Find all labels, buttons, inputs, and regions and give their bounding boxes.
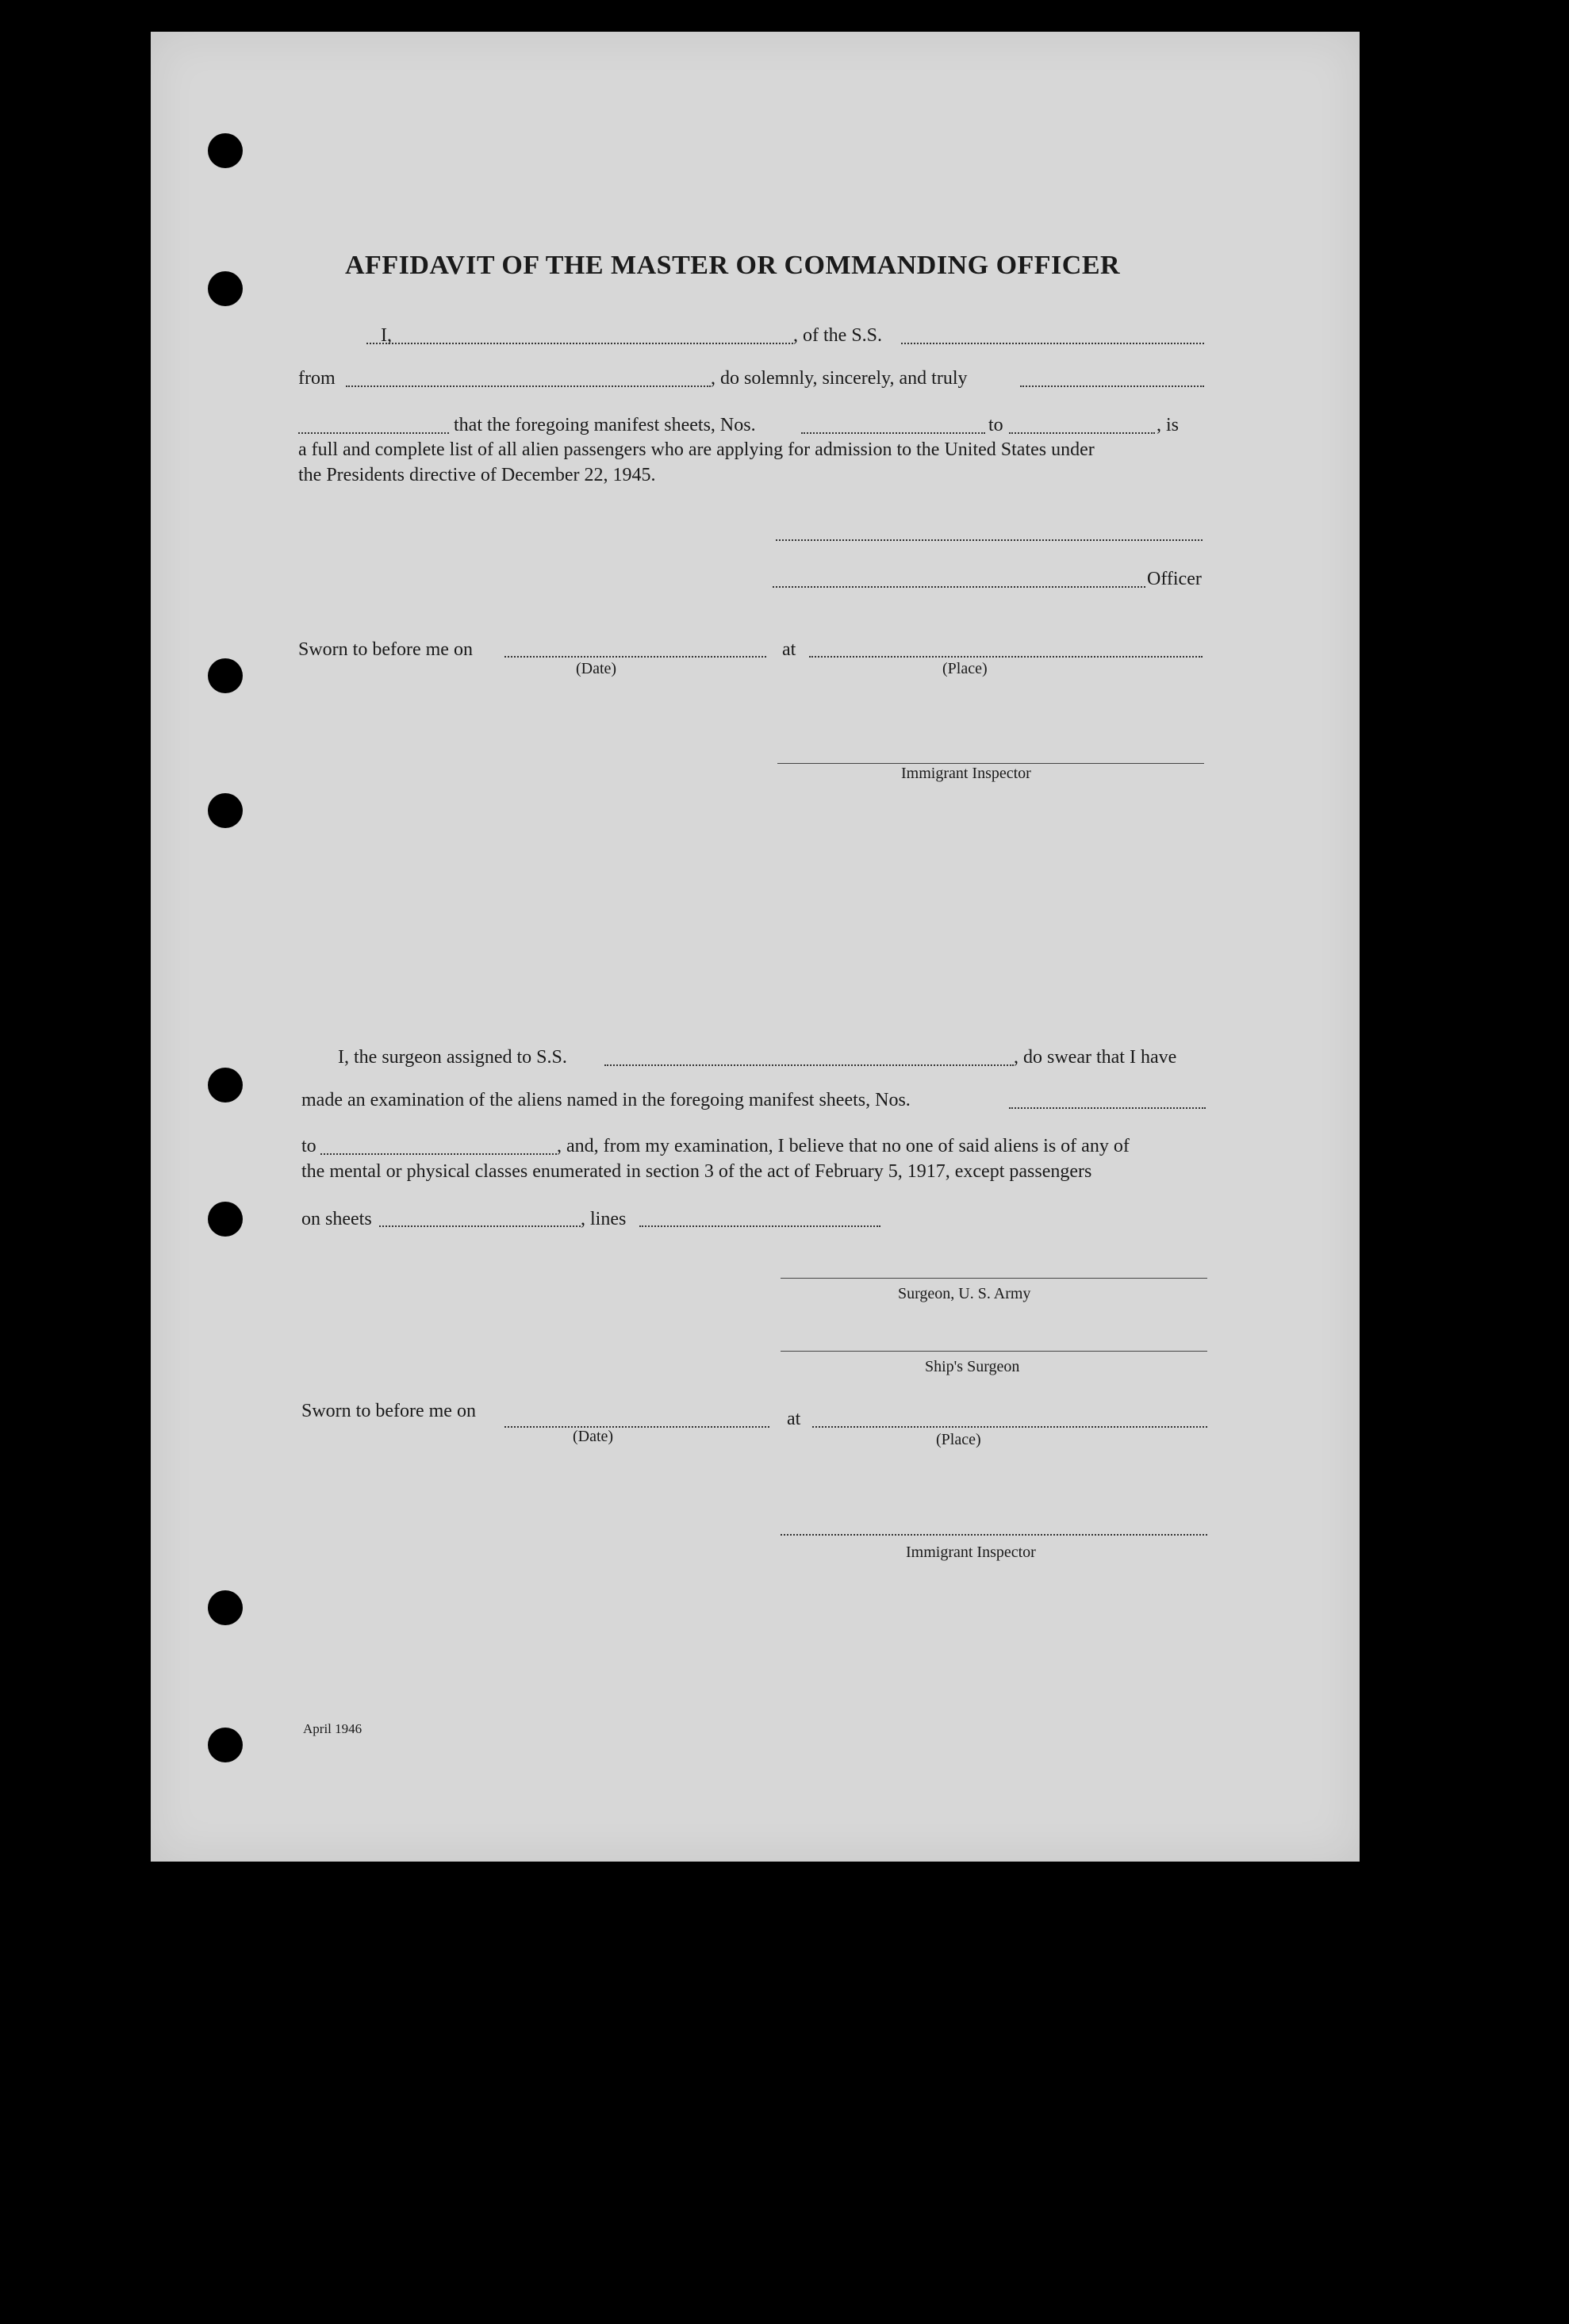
- surgeon-lines-field[interactable]: [639, 1225, 880, 1227]
- surgeon-on-sheets-label: on sheets: [301, 1209, 372, 1229]
- master-at-label: at: [782, 639, 796, 660]
- binder-hole: [208, 1590, 243, 1625]
- surgeon-sworn-label: Sworn to before me on: [301, 1401, 476, 1421]
- master-name-field[interactable]: [366, 343, 793, 344]
- master-date-caption: (Date): [576, 660, 617, 677]
- binder-hole: [208, 1068, 243, 1103]
- master-inspector-caption: Immigrant Inspector: [901, 765, 1031, 782]
- surgeon-lines-label: , lines: [581, 1209, 627, 1229]
- binder-hole: [208, 1728, 243, 1762]
- master-sheets-from-field[interactable]: [801, 432, 985, 434]
- binder-hole: [208, 133, 243, 168]
- master-is-label: , is: [1157, 415, 1180, 435]
- army-surgeon-caption: Surgeon, U. S. Army: [898, 1285, 1031, 1302]
- surgeon-text-line4: the mental or physical classes enumerated in section 3 of the act of February 5, 1917, except passengers: [301, 1161, 1092, 1182]
- master-sworn-date-field[interactable]: [504, 656, 766, 658]
- master-i-label: I,: [381, 325, 392, 346]
- army-surgeon-line[interactable]: [781, 1278, 1207, 1279]
- master-inspector-line[interactable]: [777, 763, 1204, 764]
- surgeon-to-label: to: [301, 1136, 316, 1156]
- ship-surgeon-line[interactable]: [781, 1351, 1207, 1352]
- binder-hole: [208, 271, 243, 306]
- surgeon-at-label: at: [787, 1409, 801, 1429]
- document-page: [151, 32, 1360, 1862]
- surgeon-sworn-date-field[interactable]: [504, 1426, 769, 1428]
- surgeon-sheets-to-field[interactable]: [320, 1153, 557, 1155]
- binder-hole: [208, 1202, 243, 1237]
- master-place-caption: (Place): [942, 660, 988, 677]
- surgeon-ship-field[interactable]: [604, 1064, 1014, 1066]
- binder-hole: [208, 793, 243, 828]
- master-of-ss-label: , of the S.S.: [793, 325, 883, 346]
- surgeon-inspector-line[interactable]: [781, 1534, 1207, 1536]
- master-solemnly-label: , do solemnly, sincerely, and truly: [711, 368, 968, 389]
- form-title: AFFIDAVIT OF THE MASTER OR COMMANDING OFFICER: [345, 251, 1121, 280]
- officer-title-line[interactable]: [773, 586, 1145, 588]
- surgeon-text-line1b: , do swear that I have: [1014, 1047, 1177, 1068]
- surgeon-sworn-place-field[interactable]: [812, 1426, 1207, 1428]
- master-sheets-to-field[interactable]: [1009, 432, 1155, 434]
- surgeon-place-caption: (Place): [936, 1431, 981, 1448]
- master-oath-field[interactable]: [1020, 385, 1204, 387]
- surgeon-inspector-caption: Immigrant Inspector: [906, 1544, 1036, 1561]
- surgeon-text-line1a: I, the surgeon assigned to S.S.: [338, 1047, 567, 1068]
- master-from-field[interactable]: [346, 385, 711, 387]
- ship-surgeon-caption: Ship's Surgeon: [925, 1358, 1020, 1375]
- surgeon-text-line2: made an examination of the aliens named in the foregoing manifest sheets, Nos.: [301, 1090, 911, 1110]
- surgeon-text-line3: , and, from my examination, I believe that no one of said aliens is of any of: [557, 1136, 1130, 1156]
- surgeon-on-sheets-field[interactable]: [379, 1225, 581, 1227]
- master-oath-cont-field[interactable]: [298, 432, 449, 434]
- master-ship-field[interactable]: [901, 343, 1204, 344]
- surgeon-sheets-from-field[interactable]: [1009, 1107, 1206, 1109]
- footer-date: April 1946: [303, 1721, 363, 1736]
- surgeon-date-caption: (Date): [573, 1428, 614, 1445]
- binder-hole: [208, 658, 243, 693]
- master-sworn-label: Sworn to before me on: [298, 639, 473, 660]
- master-from-label: from: [298, 368, 336, 389]
- master-to-label: to: [988, 415, 1003, 435]
- officer-label: Officer: [1147, 569, 1202, 589]
- officer-signature-line[interactable]: [776, 539, 1203, 541]
- master-sworn-place-field[interactable]: [809, 656, 1203, 658]
- master-text-line5: the Presidents directive of December 22, 1945.: [298, 465, 656, 485]
- master-text-line4: a full and complete list of all alien passengers who are applying for admission to the United States under: [298, 439, 1095, 460]
- master-manifest-label: that the foregoing manifest sheets, Nos.: [454, 415, 756, 435]
